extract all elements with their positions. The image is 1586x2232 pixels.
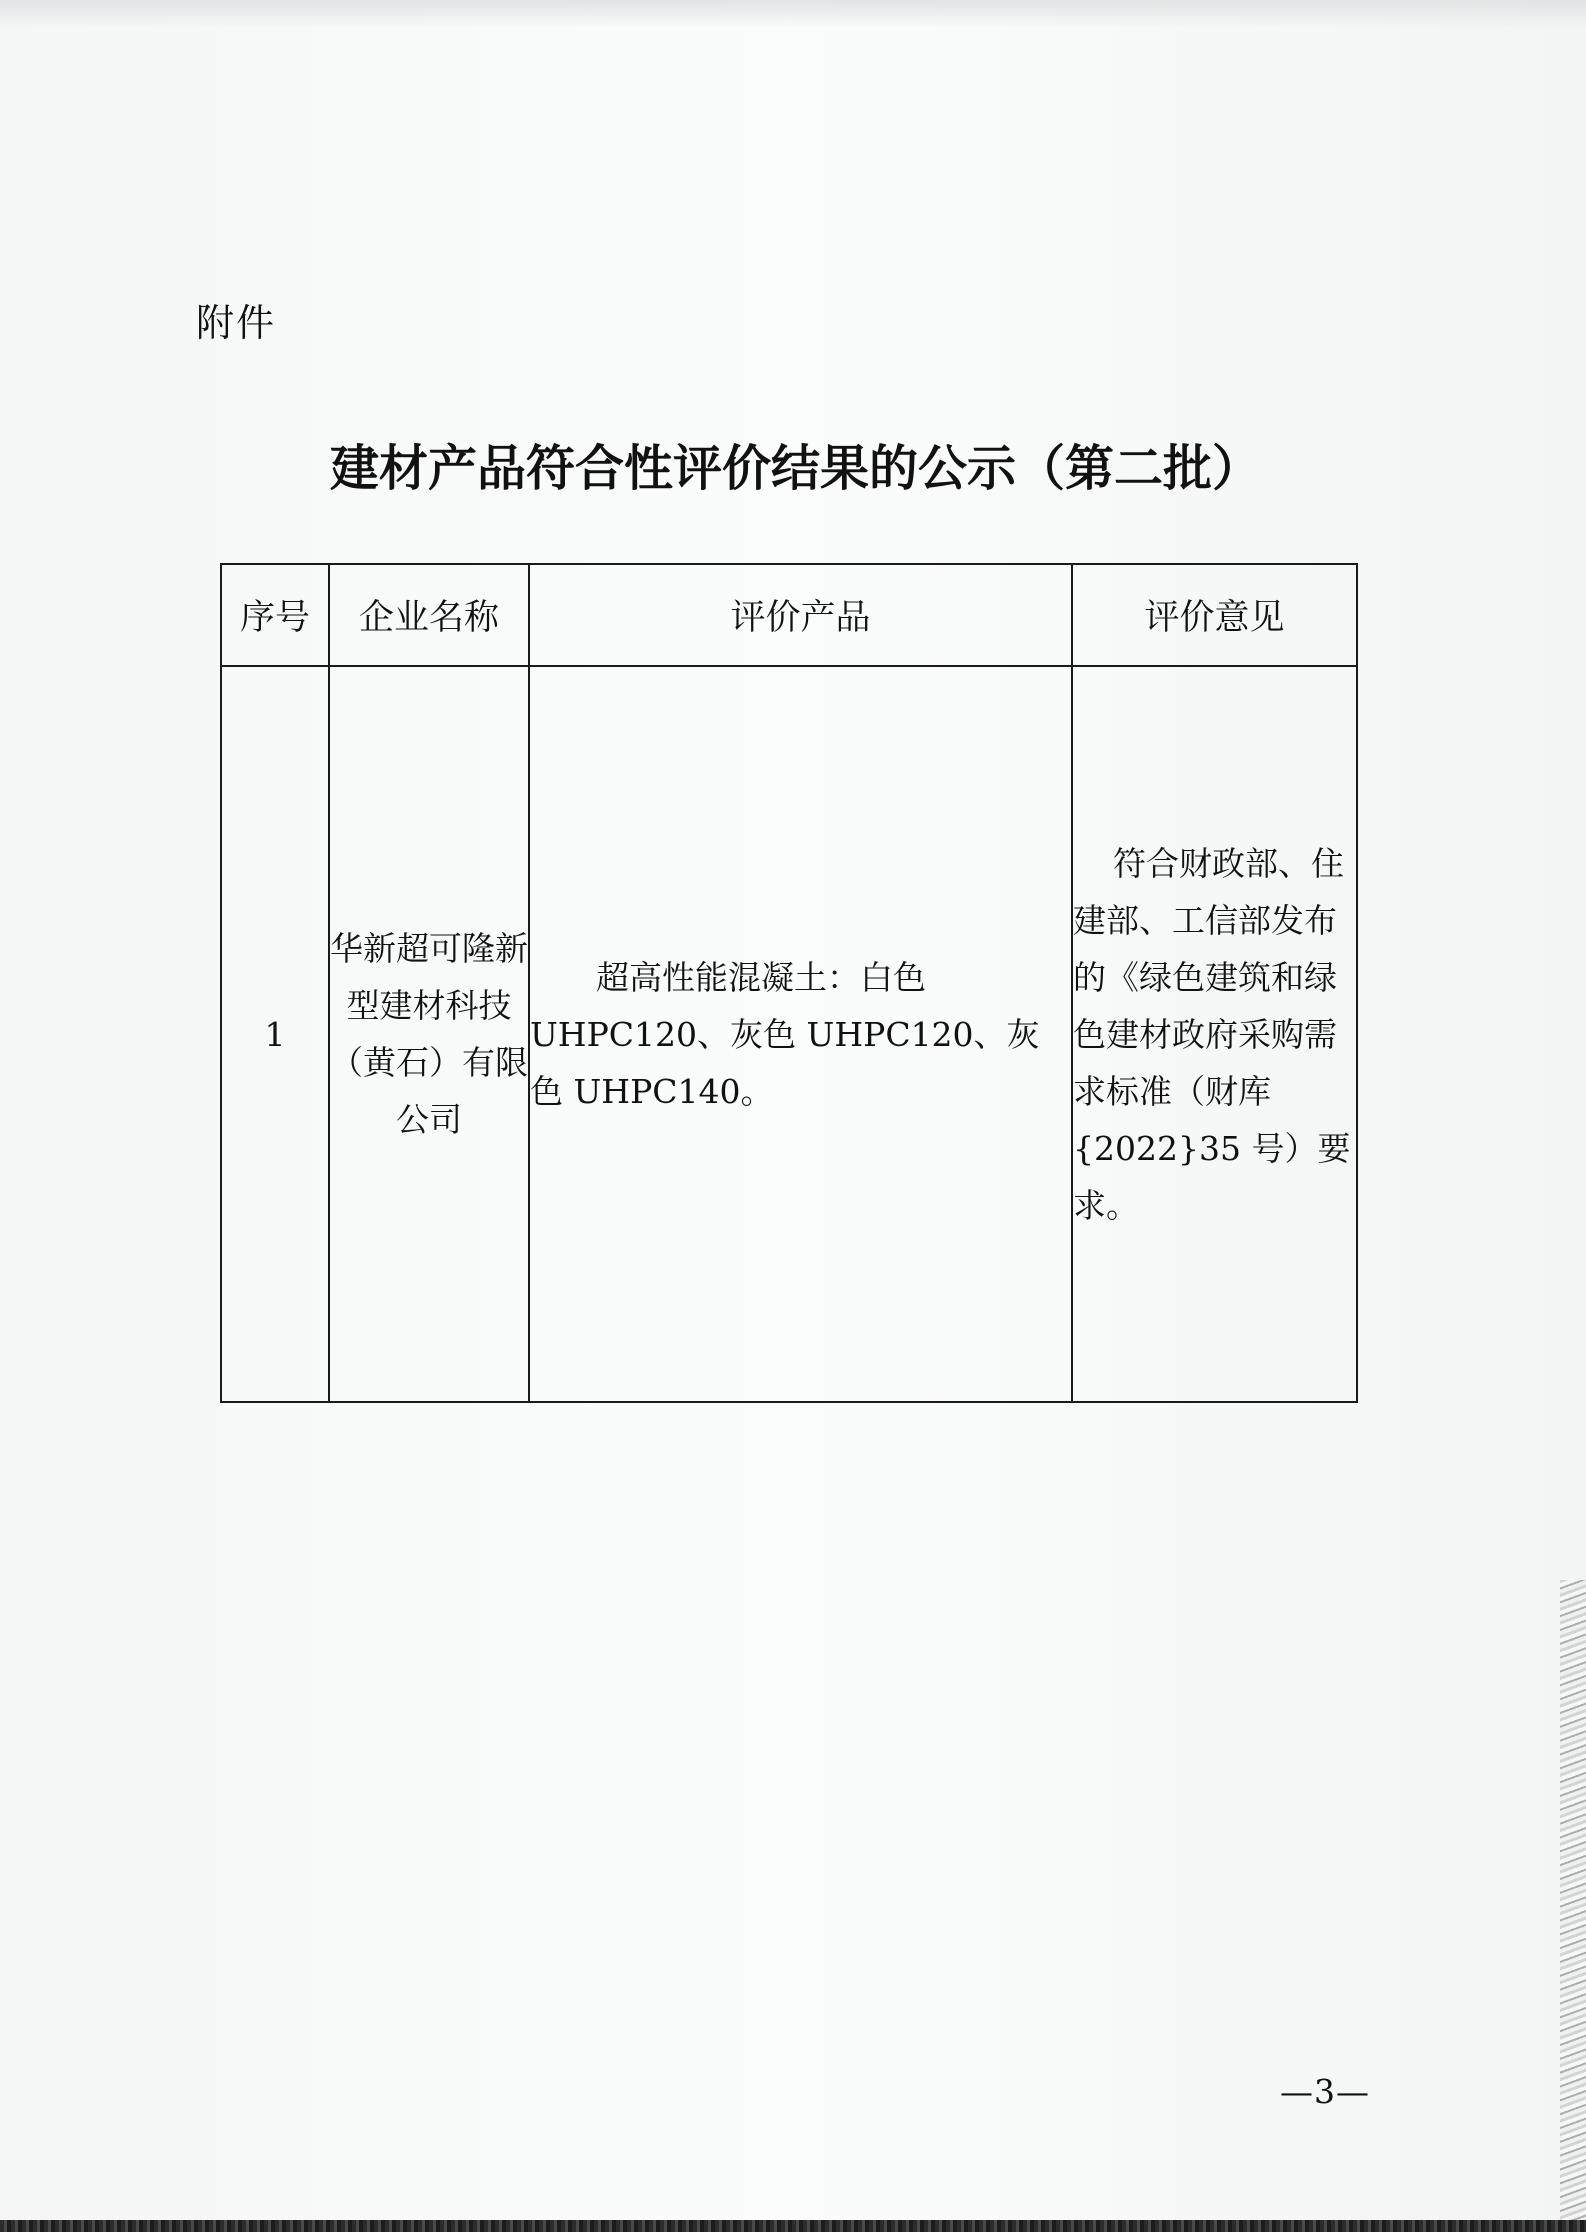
table-header-row — [221, 564, 1357, 666]
page-number: —3— — [1280, 2072, 1370, 2111]
table-row — [221, 666, 1357, 1402]
header-opinion: 评价意见 — [1072, 564, 1357, 666]
evaluation-table — [220, 563, 1358, 1403]
header-product: 评价产品 — [529, 564, 1072, 666]
header-index: 序号 — [221, 564, 329, 666]
scan-edge-right — [1560, 1580, 1586, 2232]
cell-company: 华新超可隆新型建材科技（黄石）有限公司 — [329, 666, 529, 1402]
header-company: 企业名称 — [329, 564, 529, 666]
scan-shadow — [0, 0, 1586, 28]
document-title: 建材产品符合性评价结果的公示（第二批） — [330, 439, 1262, 497]
cell-index: 1 — [221, 666, 329, 1402]
attachment-label: 附件 — [196, 301, 277, 345]
cell-opinion: 符合财政部、住建部、工信部发布的《绿色建筑和绿色建材政府采购需求标准（财库{2022}35 号）要求。 — [1072, 666, 1357, 1402]
scan-edge-bottom — [0, 2220, 1586, 2232]
cell-product: 超高性能混凝土：白色 UHPC120、灰色 UHPC120、灰色 UHPC140。 — [529, 666, 1072, 1402]
